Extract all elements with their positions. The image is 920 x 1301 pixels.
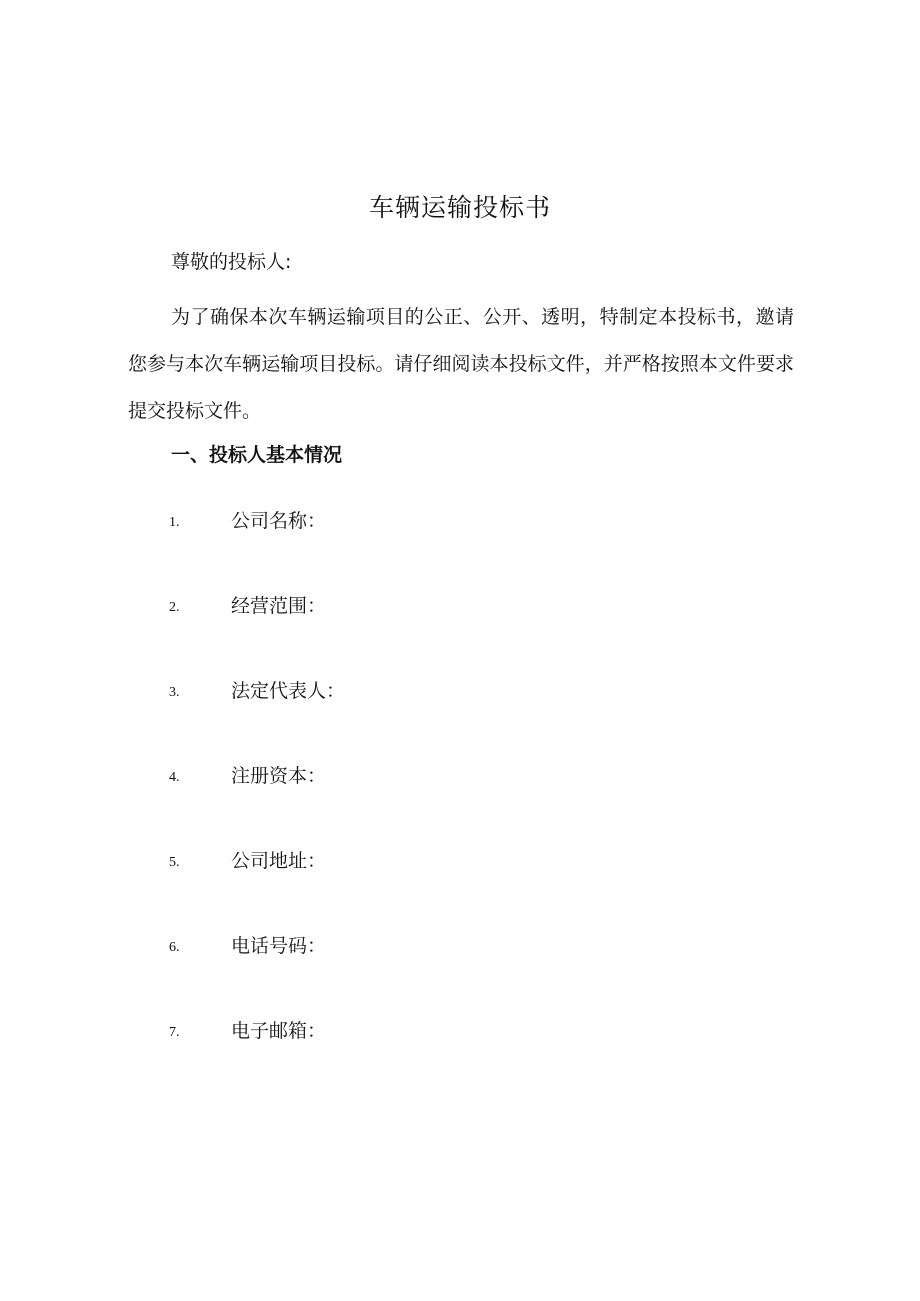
field-label: 公司名称：: [231, 510, 327, 532]
field-item-email: [0, 1015, 920, 1100]
field-label: 经营范围：: [231, 595, 327, 617]
bidder-info-list: [0, 505, 920, 1100]
field-item-registered-capital: [0, 760, 920, 845]
field-label: 注册资本：: [231, 765, 327, 787]
salutation: 尊敬的投标人:: [171, 251, 292, 273]
field-number: 3.: [169, 685, 180, 700]
field-number: 1.: [169, 515, 180, 530]
field-label: 公司地址：: [231, 850, 327, 872]
field-label: 法定代表人：: [231, 680, 346, 702]
intro-paragraph: 为了确保本次车辆运输项目的公正、公开、透明，特制定本投标书，邀请您参与本次车辆运输项目投标。请仔细阅读本投标文件，并严格按照本文件要求提交投标文件。: [128, 306, 794, 422]
field-label: 电子邮箱：: [231, 1020, 327, 1042]
field-number: 2.: [169, 600, 180, 615]
field-number: 5.: [169, 855, 180, 870]
field-item-company-name: [0, 505, 920, 590]
field-item-legal-representative: [0, 675, 920, 760]
field-label: 电话号码：: [231, 935, 327, 957]
field-item-phone-number: [0, 930, 920, 1015]
field-number: 4.: [169, 770, 180, 785]
document-title: 车辆运输投标书: [368, 193, 551, 222]
field-number: 6.: [169, 940, 180, 955]
field-number: 7.: [169, 1025, 180, 1040]
field-item-business-scope: [0, 590, 920, 675]
field-item-company-address: [0, 845, 920, 930]
section-heading: 一、投标人基本情况: [171, 444, 343, 466]
